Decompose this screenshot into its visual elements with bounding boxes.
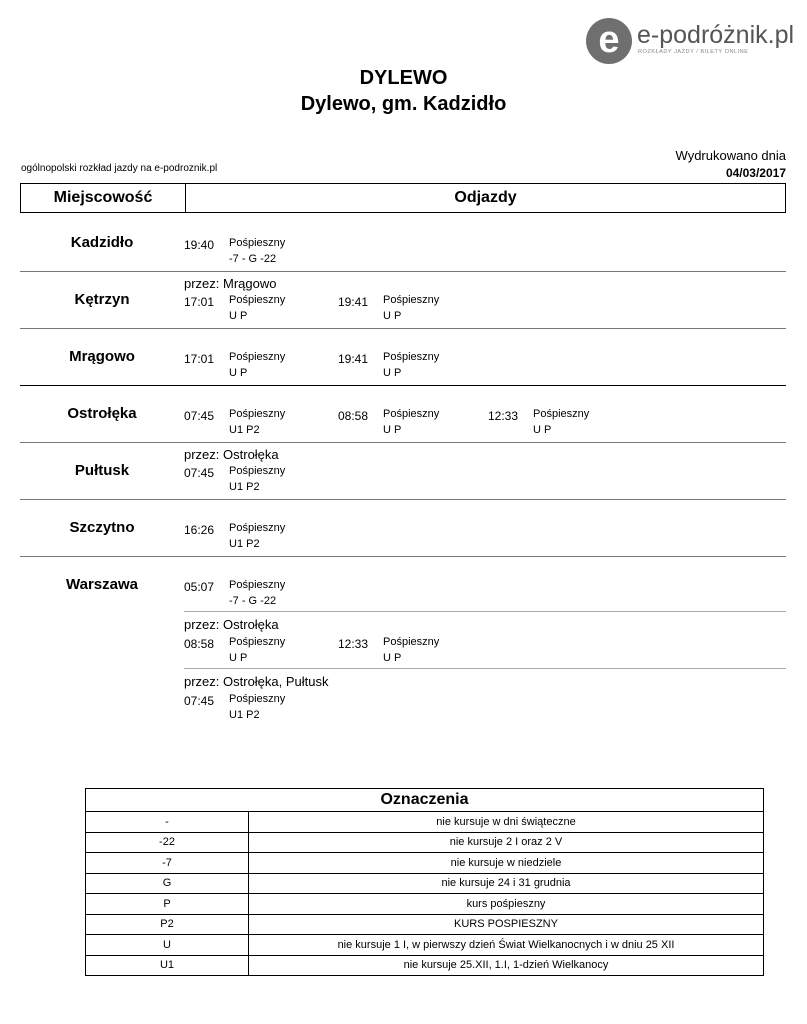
departure-codes: U P (533, 424, 552, 436)
legend-row (86, 894, 764, 915)
route-via: przez: Ostrołęka (184, 617, 279, 632)
header-place: Miejscowość (21, 184, 186, 212)
legend-row (86, 832, 764, 853)
departure-type: Pośpieszny (229, 408, 286, 420)
departure-codes: U P (383, 424, 402, 436)
departure-type: Pośpieszny (229, 522, 286, 534)
departure-time: 19:40 (184, 238, 215, 252)
page-subtitle: Dylewo, gm. Kadzidło (300, 93, 507, 115)
legend-code: U (86, 935, 249, 956)
row-divider (20, 385, 786, 386)
legend-description: nie kursuje w niedziele (249, 853, 764, 874)
destination-name: Pułtusk (74, 462, 130, 479)
departure-codes: -7 - G -22 (229, 253, 277, 265)
departure-type: Pośpieszny (229, 351, 286, 363)
legend-row (86, 935, 764, 956)
departure-time: 16:26 (184, 523, 215, 537)
departure-codes: U1 P2 (229, 538, 260, 550)
legend-code: - (86, 812, 249, 833)
group-divider (184, 611, 786, 612)
legend-description: nie kursuje w dni świąteczne (249, 812, 764, 833)
departure-time: 17:01 (184, 295, 215, 309)
row-divider (20, 328, 786, 329)
printed-label: Wydrukowano dnia (675, 148, 786, 163)
legend-row (86, 853, 764, 874)
departure-codes: -7 - G -22 (229, 595, 277, 607)
departure-time: 19:41 (338, 352, 369, 366)
logo-name: e-podróżnik.pl (637, 21, 795, 49)
departure-time: 07:45 (184, 694, 215, 708)
logo-letter: e (598, 19, 620, 61)
legend-description: nie kursuje 25.XII, 1.I, 1-dzień Wielkanocy (249, 955, 764, 976)
departure-time: 17:01 (184, 352, 215, 366)
legend-title: Oznaczenia (86, 789, 764, 812)
legend-code: G (86, 873, 249, 894)
route-via: przez: Mrągowo (184, 276, 277, 291)
row-divider (20, 442, 786, 443)
departure-time: 19:41 (338, 295, 369, 309)
row-divider (20, 499, 786, 500)
legend-row (86, 873, 764, 894)
site-note: ogólnopolski rozkład jazdy na e-podroznik.pl (21, 163, 218, 174)
departure-codes: U P (383, 310, 402, 322)
legend-code: -22 (86, 832, 249, 853)
timetable-header (20, 183, 786, 213)
legend-code: P2 (86, 914, 249, 935)
destination-name: Mrągowo (69, 348, 135, 365)
group-divider (184, 668, 786, 669)
departure-codes: U1 P2 (229, 481, 260, 493)
departure-codes: U P (229, 652, 248, 664)
destination-name: Kadzidło (70, 234, 134, 251)
row-divider (20, 271, 786, 272)
departure-codes: U1 P2 (229, 709, 260, 721)
row-divider (20, 556, 786, 557)
departure-type: Pośpieszny (533, 408, 590, 420)
departure-type: Pośpieszny (383, 408, 440, 420)
legend-code: U1 (86, 955, 249, 976)
departure-type: Pośpieszny (229, 237, 286, 249)
departure-type: Pośpieszny (383, 636, 440, 648)
departure-time: 07:45 (184, 409, 215, 423)
legend-table (85, 788, 764, 976)
destination-name: Warszawa (66, 576, 138, 593)
departure-type: Pośpieszny (229, 579, 286, 591)
legend-description: nie kursuje 24 i 31 grudnia (249, 873, 764, 894)
departure-type: Pośpieszny (229, 465, 286, 477)
legend-description: nie kursuje 1 I, w pierwszy dzień Świat Wielkanocnych i w dniu 25 XII (249, 935, 764, 956)
printed-date: 04/03/2017 (725, 166, 786, 180)
departure-time: 12:33 (488, 409, 519, 423)
legend-code: -7 (86, 853, 249, 874)
legend-row (86, 955, 764, 976)
logo-tagline: ROZKŁADY JAZDY / BILETY ONLINE (638, 49, 749, 55)
legend-description: KURS POSPIESZNY (249, 914, 764, 935)
departure-codes: U P (383, 652, 402, 664)
departure-type: Pośpieszny (383, 351, 440, 363)
departure-time: 08:58 (184, 637, 215, 651)
departure-time: 12:33 (338, 637, 369, 651)
departure-codes: U P (383, 367, 402, 379)
legend-row (86, 914, 764, 935)
departure-time: 05:07 (184, 580, 215, 594)
destination-name: Szczytno (69, 519, 135, 536)
destination-name: Ostrołęka (67, 405, 137, 422)
legend-description: kurs pośpieszny (249, 894, 764, 915)
departure-codes: U1 P2 (229, 424, 260, 436)
departure-time: 08:58 (338, 409, 369, 423)
legend-code: P (86, 894, 249, 915)
page-title: DYLEWO (359, 67, 448, 89)
departure-type: Pośpieszny (229, 693, 286, 705)
route-via: przez: Ostrołęka (184, 447, 279, 462)
brand-logo (586, 18, 795, 66)
destination-name: Kętrzyn (74, 291, 130, 308)
departure-type: Pośpieszny (229, 636, 286, 648)
header-departures: Odjazdy (454, 189, 517, 206)
legend-row (86, 812, 764, 833)
departure-type: Pośpieszny (383, 294, 440, 306)
departure-type: Pośpieszny (229, 294, 286, 306)
departure-codes: U P (229, 367, 248, 379)
route-via: przez: Ostrołęka, Pułtusk (184, 674, 329, 689)
departure-codes: U P (229, 310, 248, 322)
departure-time: 07:45 (184, 466, 215, 480)
legend-description: nie kursuje 2 I oraz 2 V (249, 832, 764, 853)
